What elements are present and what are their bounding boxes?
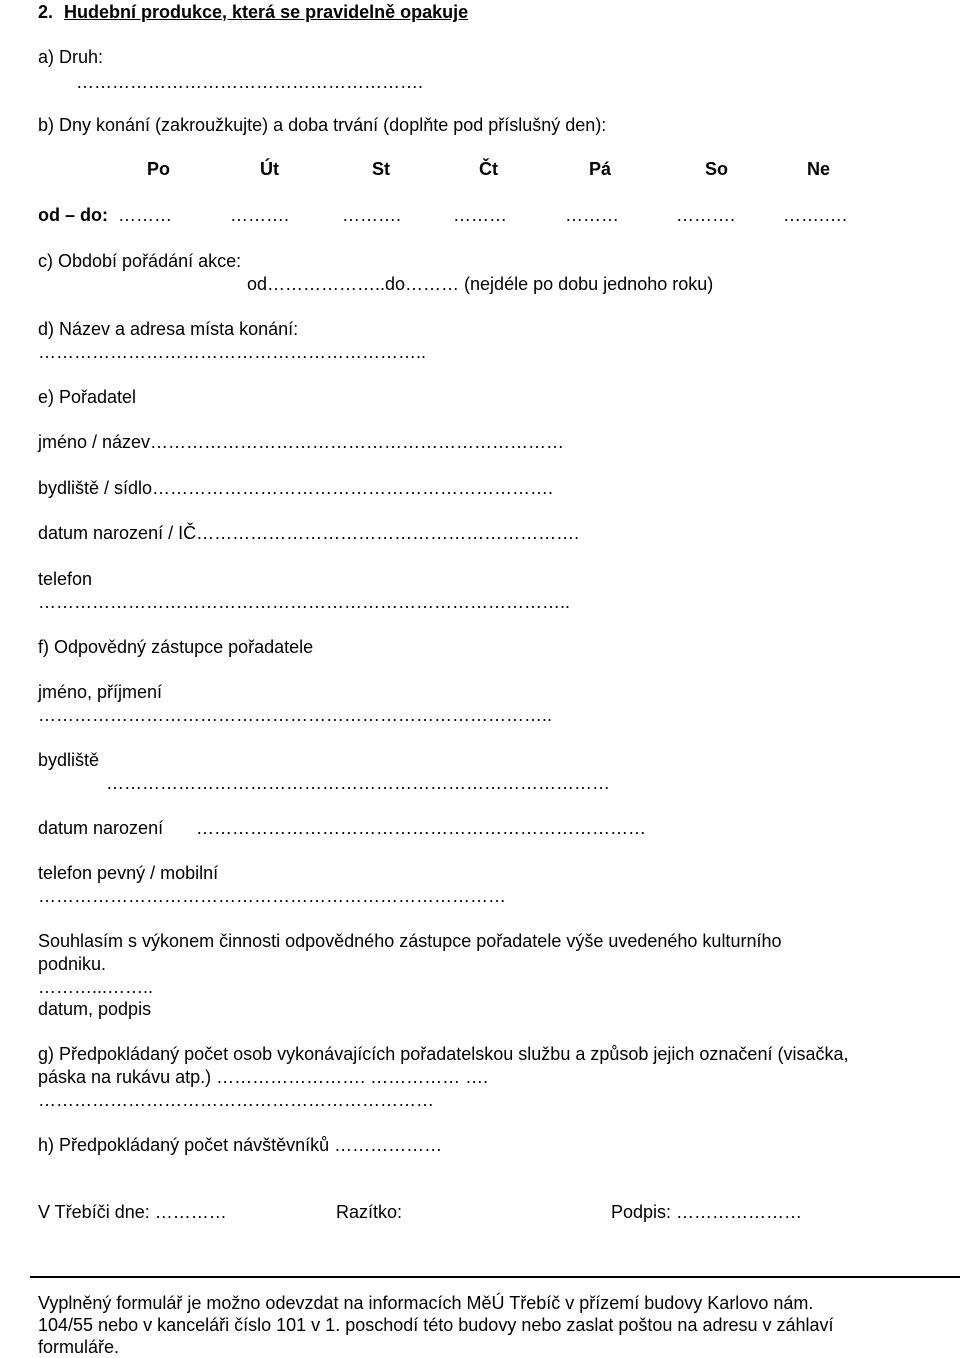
section-heading <box>38 1 468 23</box>
rep-sign-fill[interactable]: ………...…….. <box>38 977 154 997</box>
representative-heading: f) Odpovědný zástupce pořadatele <box>38 637 314 657</box>
od-do-label: od – do: <box>38 205 108 225</box>
od-do-fill-st[interactable]: ………. <box>342 205 402 225</box>
organizer-birth-field[interactable]: datum narození / IČ………………………………………………………. <box>38 523 580 543</box>
field-period-range[interactable]: od………………..do……… (nejdéle po dobu jednoho roku) <box>247 274 714 294</box>
organizer-phone-label: telefon <box>38 569 93 589</box>
rep-sign-label: datum, podpis <box>38 999 152 1019</box>
day-st[interactable]: St <box>372 159 390 179</box>
rep-address-label: bydliště <box>38 750 100 770</box>
staff-count-line2[interactable]: páska na rukávu atp.) ……………………. …………… …. <box>38 1067 489 1087</box>
staff-count-line3[interactable]: ………………………………………………………… <box>38 1090 434 1110</box>
field-type-fill[interactable]: …………………………………………………. <box>76 72 424 92</box>
rep-address-fill[interactable]: ………………………………………………………………………… <box>106 773 610 793</box>
od-do-fill-ct[interactable]: ……… <box>453 205 507 225</box>
od-do-fill-pa[interactable]: ……… <box>565 205 619 225</box>
day-so[interactable]: So <box>705 159 729 179</box>
day-pa[interactable]: Pá <box>589 159 612 179</box>
day-ut[interactable]: Út <box>260 159 279 179</box>
day-ne[interactable]: Ne <box>807 159 831 179</box>
field-type-label: a) Druh: <box>38 47 104 67</box>
od-do-fill-po[interactable]: ……… <box>118 205 172 225</box>
day-ct[interactable]: Čt <box>479 159 498 179</box>
stamp-label: Razítko: <box>336 1202 403 1222</box>
footer-line2: 104/55 nebo v kanceláři číslo 101 v 1. poschodí této budovy nebo zaslat poštou na adresu v záhlaví <box>38 1315 834 1335</box>
rep-consent-line1: Souhlasím s výkonem činnosti odpovědného zástupce pořadatele výše uvedeného kulturního <box>38 931 782 951</box>
rep-name-fill[interactable]: ………………………………………………………………………….. <box>38 705 553 725</box>
field-period-label: c) Období pořádání akce: <box>38 251 242 271</box>
visitor-count-field[interactable]: h) Předpokládaný počet návštěvníků ……………… <box>38 1135 443 1155</box>
day-po[interactable]: Po <box>147 159 171 179</box>
section-number: 2. <box>38 2 54 22</box>
rep-phone-fill[interactable]: …………………………………………………………………… <box>38 886 506 906</box>
od-do-fill-ne[interactable]: …….…. <box>783 205 848 225</box>
date-field[interactable]: V Třebíči dne: ………… <box>38 1202 227 1222</box>
od-do-fill-ut[interactable]: ………. <box>230 205 290 225</box>
footer-line3: formuláře. <box>38 1337 120 1357</box>
rep-consent-line2: podniku. <box>38 954 107 974</box>
rep-birth-fill[interactable]: ………………………………………………………………… <box>196 818 646 838</box>
rep-phone-label: telefon pevný / mobilní <box>38 863 219 883</box>
footer-divider <box>30 1276 960 1278</box>
rep-birth-label: datum narození <box>38 818 164 838</box>
rep-name-label: jméno, příjmení <box>38 682 163 702</box>
field-days-label: b) Dny konání (zakroužkujte) a doba trvání (doplňte pod příslušný den): <box>38 115 607 135</box>
od-do-fill-so[interactable]: ………. <box>676 205 736 225</box>
field-venue-fill[interactable]: ……………………………………………………….. <box>38 342 427 362</box>
organizer-phone-fill[interactable]: …………………………………………………………………………….. <box>38 592 571 612</box>
section-title: Hudební produkce, která se pravidelně opakuje <box>64 2 469 22</box>
organizer-address-field[interactable]: bydliště / sídlo…………………………………………………………. <box>38 478 554 498</box>
organizer-heading: e) Pořadatel <box>38 387 137 407</box>
footer-line1: Vyplněný formulář je možno odevzdat na informacích MěÚ Třebíč v přízemí budovy Karlovo nám. <box>38 1293 814 1313</box>
field-venue-label: d) Název a adresa místa konání: <box>38 319 299 339</box>
signature-field[interactable]: Podpis: ………………… <box>611 1202 803 1222</box>
staff-count-line1: g) Předpokládaný počet osob vykonávajících pořadatelskou službu a způsob jejich označení (visačka, <box>38 1044 849 1064</box>
organizer-name-field[interactable]: jméno / název…………………………………………………………… <box>38 432 565 452</box>
